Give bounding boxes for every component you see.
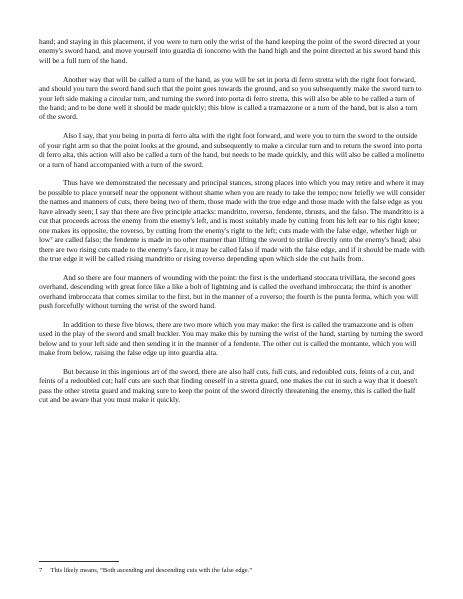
body-paragraph: Thus have we demonstrated the necessary and principal stances, strong places into which you may retire and where it may be possible to place yourself near the opponent without shame when you are ready to take the tempo; now briefly we will consider the names and manners of cuts, there being two of them, those made with the true edge and those made with the false edge as you have already seen; I say that there are five principle attacks: mandritto, roverso, fendente, thrusts, and the falso. The mandritto is a cut that proceeds across the enemy from the enemy's left, and is most suitably made by cutting from his left ear to his right knee; one makes its opposite, the roverso, by cutting from the enemy's right to the left; cuts made with the false edge, whether high or low⁷ are called falso; the fendente is made in no other manner than lifting the sword to strike directly onto the enemy's head; also there are two rising cuts made to the enemy's face, it may be called falso if made with the false edge, and if it should be made with the true edge it will be called rising mandritto or rising roverso depending upon which side the cut hails from.: [39, 178, 425, 263]
body-paragraph: Another way that will be called a turn of the hand, as you will be set in porta di ferro stretta with the right foot forward, and should you turn the sword hand such that the point goes towards the ground, and so you subsequently make the sword turn to your left side making a circular turn, and turning the sword into porta di ferro stretta, this will also be able to be called a turn of the hand; and to be done well it should be made quickly; this blow is called a tramazzone or a turn of the hand, but is also a turn of the sword.: [39, 74, 422, 122]
body-paragraph: But because in this ingenious art of the sword, there are also half cuts, full cuts, and redoubled cuts, feints of a cut, and feints of a redoubled cut; half cuts are such that finding oneself in a stretta guard, one makes the cut in such a way that it doesn't pass the other stretta guard and making sure to keep the point of the sword directly threatening the enemy, this is called the half cut and be aware that you must make it quickly.: [39, 366, 418, 405]
footnote: [39, 567, 425, 575]
body-paragraph: In addition to these five blows, there are two more which you may make: the first is called the tramazzone and is often used in the play of the sword and small buckler. You may make this by turning the wrist of the hand, starting by turning the sword below and to your left side and then sending it in the manner of a fendente. The other cut is called the montante, which you will make from below, raising the false edge up into guardia alta.: [39, 319, 423, 358]
footnote-separator: [39, 561, 119, 562]
body-paragraph: hand; and staying in this placement, if you were to turn only the wrist of the hand keeping the point of the sword directed at your enemy's sword hand, and move yourself into guardia di ioncorno with the hand high and the point directed at his sword hand this will be a full turn of the hand.: [39, 37, 421, 65]
body-paragraph: Also I say, that you being in porta di ferro alta with the right foot forward, and were you to turn the sword to the outside of your right arm so that the point looks at the ground, and subsequently to make a circular turn and to return the sword into porta di ferro alta, this action will also be called a turn of the hand, but needs to be made quickly, and this will also be called a molinetto or a turn of hand accompanied with a turn of the sword.: [39, 131, 425, 169]
footnote-text: This likely means, “Both ascending and descending cuts with the false edge.”: [50, 567, 253, 574]
footnote-number: 7: [39, 567, 43, 574]
body-paragraph: And so there are four manners of wounding with the point: the first is the underhand stoccata trivillata, the second goes overhand, descending with great force like a like a bolt of lightning and is called the overhand imbroccata; the third is another overhand imbroccata that comes similar to the first, but in the manner of a roverso; the fourth is the punta ferma, which you will push forcefully without turning the wrist of the sword hand.: [39, 272, 419, 311]
